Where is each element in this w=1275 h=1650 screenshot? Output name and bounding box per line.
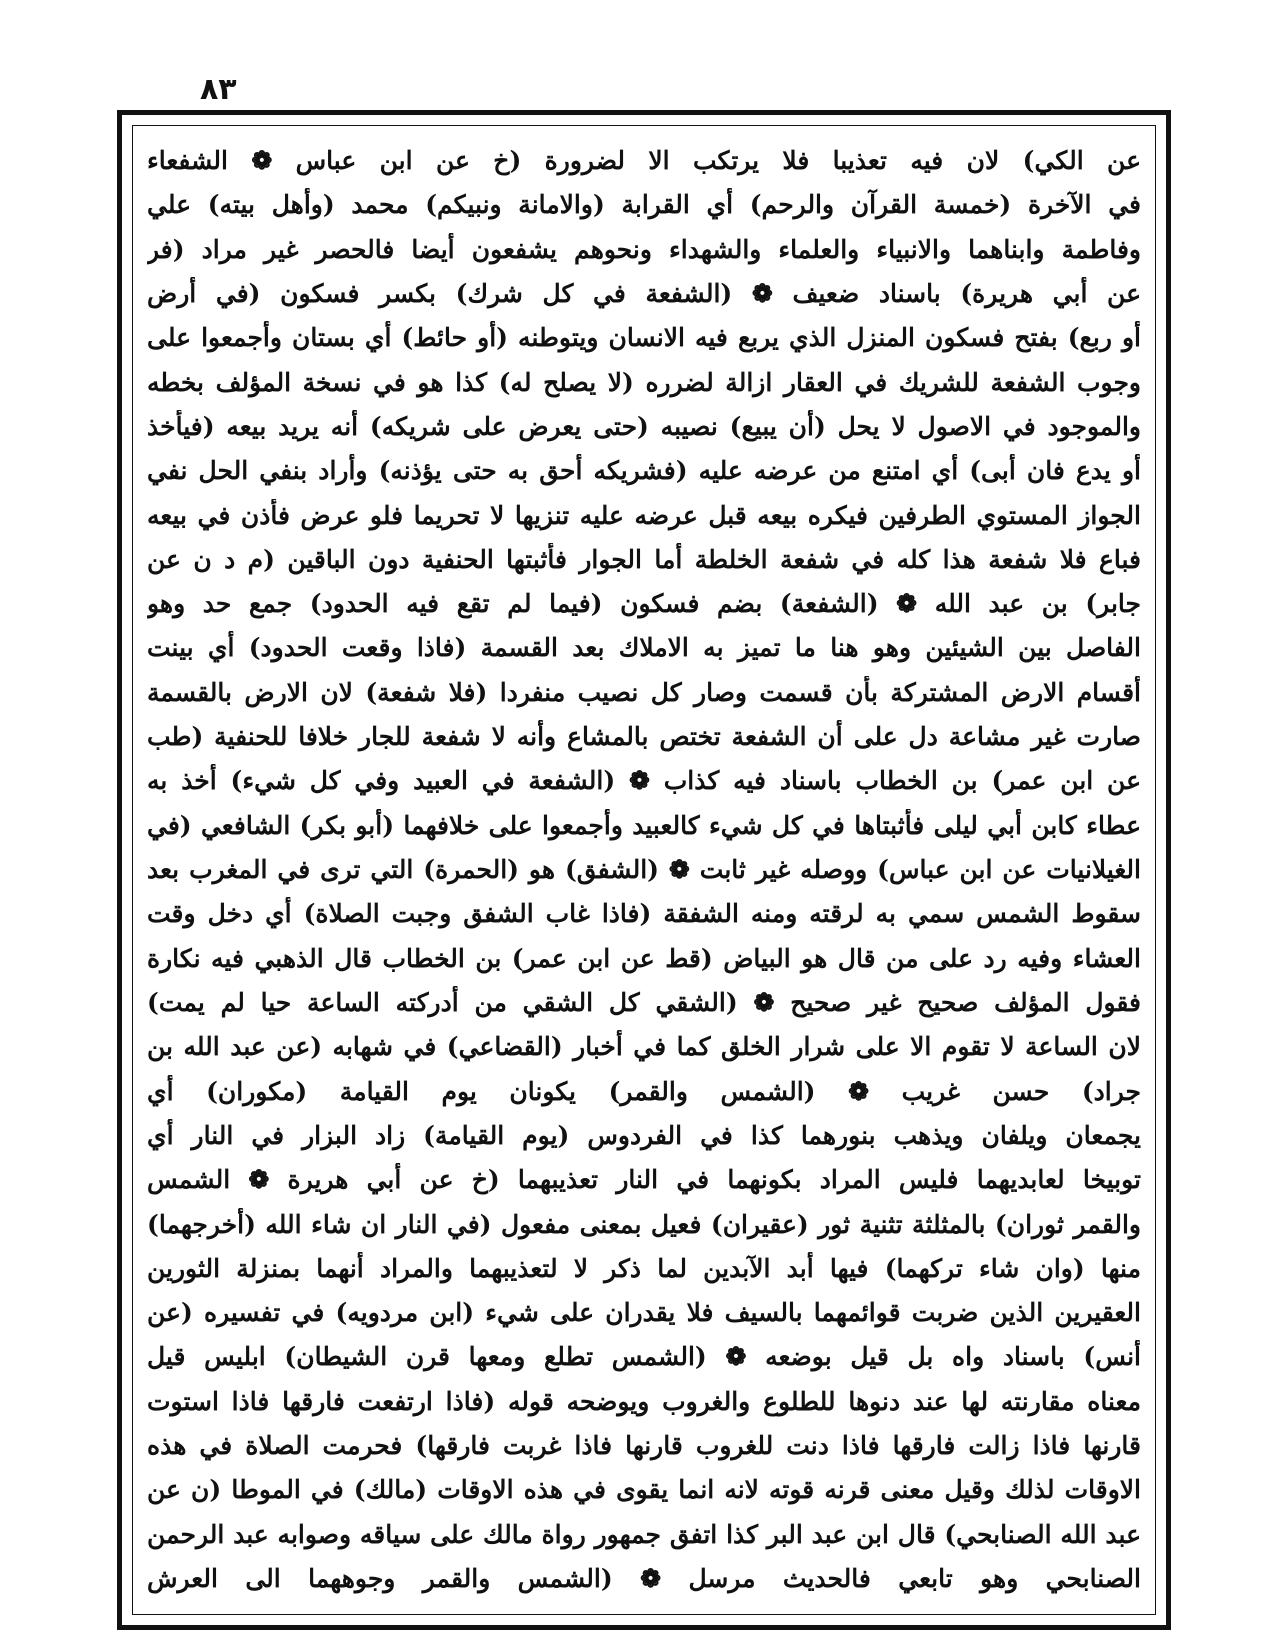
text-line: الجواز المستوي الطرفين فيكره بيعه قبل عرضه عليه تنزيها لا تحريما فلو عرض فأذن في بيعه <box>147 500 1141 530</box>
text-line: جراد) حسن غريب ❁ (الشمس والقمر) يكونان يوم القيامة (مكوران) أي <box>147 1076 1141 1106</box>
text-line: جابر) بن عبد الله ❁ (الشفعة) بضم فسكون (فيما لم تقع فيه الحدود) جمع حد وهو <box>147 589 1141 619</box>
text-line: فباع فلا شفعة هذا كله في شفعة الخلطة أما الجوار فأثبتها الحنفية دون الباقين (م د ن عن <box>147 544 1141 574</box>
text-line: أو يدع فان أبى) أي امتنع من عرضه عليه (فشريكه أحق به حتى يؤذنه) وأراد بنفي الحل نفي <box>147 456 1141 486</box>
text-line: أنس) باسناد واه بل قيل بوضعه ❁ (الشمس تطلع ومعها قرن الشيطان) ابليس قيل <box>147 1342 1141 1372</box>
text-line: أقسام الارض المشتركة بأن قسمت وصار كل نصيب منفردا (فلا شفعة) لان الارض بالقسمة <box>147 677 1141 707</box>
text-line: فقول المؤلف صحيح غير صحيح ❁ (الشقي كل الشقي من أدركته الساعة حيا لم يمت) <box>147 987 1141 1017</box>
text-block <box>147 144 1141 1596</box>
text-line: معناه مقارنته لها عند دنوها للطلوع والغروب ويوضحه قوله (فاذا ارتفعت فارقها فاذا استوت <box>147 1386 1141 1416</box>
text-line: وفاطمة وابناهما والانبياء والعلماء والشهداء ونحوهم يشفعون أيضا فالحصر غير مراد (فر <box>147 234 1141 264</box>
text-line: العشاء وفيه رد على من قال هو البياض (قط عن ابن عمر) بن الخطاب قال الذهبي فيه نكارة <box>147 943 1141 973</box>
text-line: عن الكي) لان فيه تعذيبا فلا يرتكب الا لضرورة (خ عن ابن عباس ❁ الشفعاء <box>147 146 1141 175</box>
text-line: عن ابن عمر) بن الخطاب باسناد فيه كذاب ❁ (الشفعة في العبيد وفي كل شيء) أخذ به <box>147 766 1141 796</box>
page-inner-border <box>132 125 1156 1615</box>
text-line: لان الساعة لا تقوم الا على شرار الخلق كما في أخبار (القضاعي) في شهابه (عن عبد الله بن <box>147 1032 1141 1062</box>
text-line: والقمر ثوران) بالمثلثة تثنية ثور (عقيران) فعيل بمعنى مفعول (في النار ان شاء الله (أخرجهما) <box>147 1209 1141 1239</box>
text-line: صارت غير مشاعة دل على أن الشفعة تختص بالمشاع وأنه لا شفعة للجار خلافا للحنفية (طب <box>147 722 1141 752</box>
text-line: عن أبي هريرة) باسناد ضعيف ❁ (الشفعة في كل شرك) بكسر فسكون (في أرض <box>147 278 1141 308</box>
page-number: ٨٣ <box>200 72 237 107</box>
text-line: وجوب الشفعة للشريك في العقار ازالة لضرره (لا يصلح له) كذا هو في نسخة المؤلف بخطه <box>147 367 1141 397</box>
text-line: عطاء كابن أبي ليلى فأثبتاها في كل شيء كالعبيد وأجمعوا على خلافهما (أبو بكر) الشافعي (في <box>147 810 1141 840</box>
text-line: سقوط الشمس سمي به لرقته ومنه الشفقة (فاذا غاب الشفق وجبت الصلاة) أي دخل وقت <box>147 899 1141 929</box>
text-line: توبيخا لعابديهما فليس المراد بكونهما في النار تعذيبهما (خ عن أبي هريرة ❁ الشمس <box>147 1165 1141 1195</box>
text-line: الغيلانيات عن ابن عباس) ووصله غير ثابت ❁ (الشفق) هو (الحمرة) التي ترى في المغرب بعد <box>147 855 1141 884</box>
text-line: منها (وان شاء تركهما) فيها أبد الآبدين لما ذكر لا لتعذيبهما والمراد أنهما بمنزلة الثورين <box>147 1253 1141 1283</box>
text-line: يجمعان ويلفان ويذهب بنورهما كذا في الفردوس (يوم القيامة) زاد البزار في النار أي <box>147 1120 1141 1150</box>
text-line: الفاصل بين الشيئين وهو هنا ما تميز به الاملاك بعد القسمة (فاذا وقعت الحدود) أي بينت <box>147 633 1141 663</box>
text-line: قارنها فاذا زالت فارقها فاذا دنت للغروب قارنها فاذا غربت فارقها) فحرمت الصلاة في هذه <box>147 1431 1141 1461</box>
text-line: عبد الله الصنابحي) قال ابن عبد البر كذا اتفق جمهور رواة مالك على سياقه وصوابه عبد الرحمن <box>147 1519 1141 1549</box>
text-line: أو ربع) بفتح فسكون المنزل الذي يربع فيه الانسان ويتوطنه (أو حائط) أي بستان وأجمعوا على <box>147 323 1141 353</box>
text-line: الصنابحي وهو تابعي فالحديث مرسل ❁ (الشمس والقمر وجوههما الى العرش <box>147 1564 1141 1593</box>
text-line: العقيرين الذين ضربت قوائمهما بالسيف فلا يقدران على شيء (ابن مردويه) في تفسيره (عن <box>147 1298 1141 1328</box>
text-line: في الآخرة (خمسة القرآن والرحم) أي القرابة (والامانة ونبيكم) محمد (وأهل بيته) علي <box>147 190 1141 220</box>
text-line: الاوقات لذلك وقيل معنى قرنه قوته لانه انما يقوى في هذه الاوقات (مالك) في الموطا (ن عن <box>147 1475 1141 1505</box>
page-border <box>117 110 1171 1630</box>
text-line: والموجود في الاصول لا يحل (أن يبيع) نصيبه (حتى يعرض على شريكه) أنه يريد بيعه (فيأخذ <box>147 411 1141 441</box>
